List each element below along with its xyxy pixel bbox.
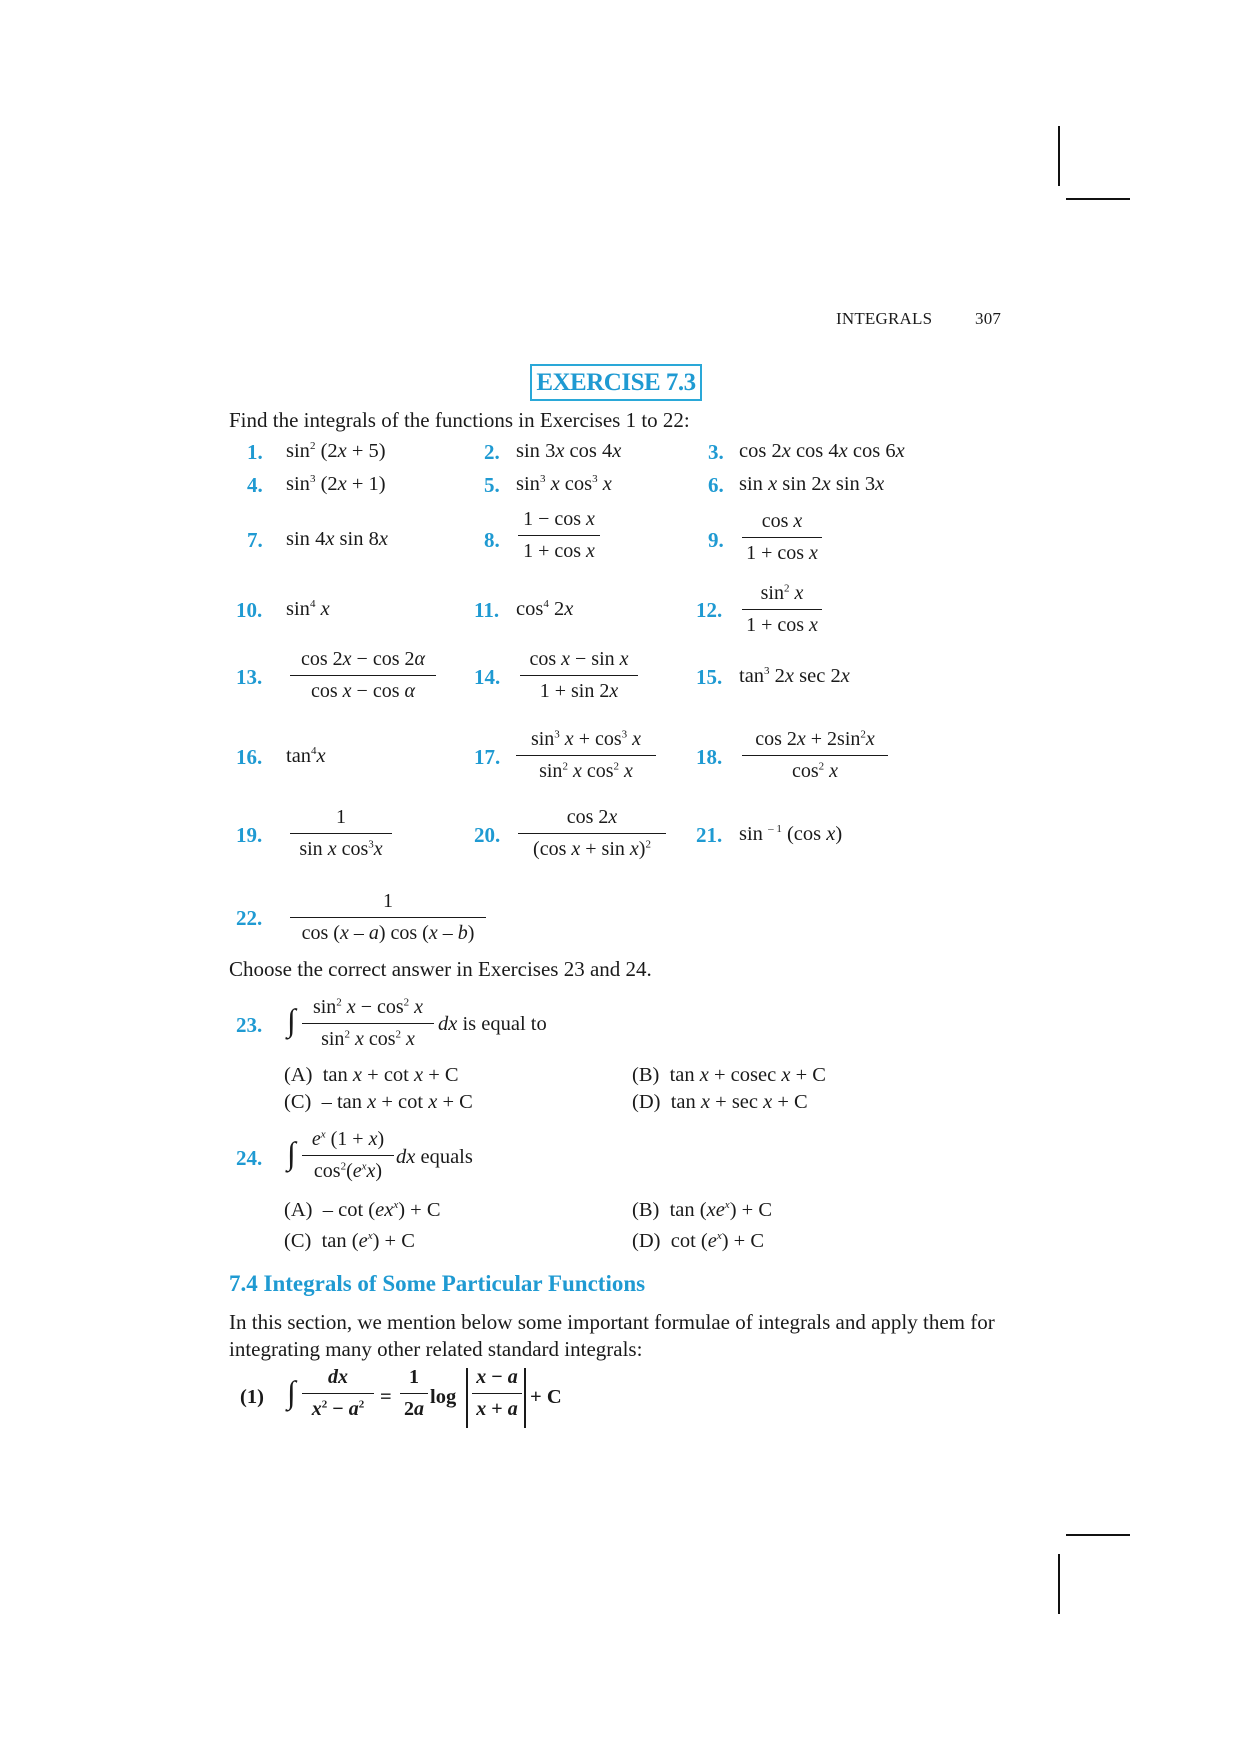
q24-option-c[interactable]: (C) $\tan (e^x) + C$ [284,1230,415,1252]
exercise-5: $\sin^3 x$ $\cos^3 x$ [516,473,612,495]
ex-number-19: 19. [236,823,263,847]
exercise-20: cos 2x (cos x + sin x)$^2$ [518,806,666,861]
q23-option-d[interactable]: (D) tan x + sec x + C [632,1091,808,1113]
q24-option-b[interactable]: (B) $\tan (xe^x) + C$ [632,1199,773,1221]
q23-option-c[interactable]: (C) – tan x + cot x + C [284,1091,473,1113]
formula-abs-bar-right [524,1368,526,1428]
ex-number-16: 16. [236,745,263,769]
exercise-15: $\tan^3 2x$ sec 2x [739,665,850,687]
ex-number-6: 6. [708,473,724,497]
q23-option-a[interactable]: (A) tan x + cot x + C [284,1064,459,1086]
ex-number-9: 9. [708,528,724,552]
ex-number-11: 11. [474,598,500,622]
formula-abs-bar-left [466,1368,468,1428]
ex-number-4: 4. [247,473,263,497]
exercise-12: $\sin^2 x$ 1 + cos x [742,582,822,637]
formula-label: (1) [240,1386,264,1408]
crop-mark-bottom-horizontal [1066,1534,1130,1536]
ex-number-12: 12. [696,598,723,622]
ex-number-3: 3. [708,440,724,464]
formula-equals: = [380,1386,392,1408]
ex-number-20: 20. [474,823,501,847]
exercise-11: $\cos^4 2x$ [516,598,574,620]
exercise-7: sin 4x sin 8x [286,528,388,550]
exercise-10: $\sin^4 x$ [286,598,330,620]
formula-log: log [430,1386,457,1408]
q23-option-b[interactable]: (B) tan x + cosec x + C [632,1064,826,1086]
formula-integral-sign: ∫ [287,1374,296,1410]
q24-option-d[interactable]: (D) $\cot (e^x) + C$ [632,1230,765,1252]
exercise-18: $\cos 2x + 2\sin^2x$ $\cos^2 x$ [742,728,888,783]
exercise-9: cos x 1 + cos x [742,510,822,565]
exercise-1: $\sin^2 (2x + 5)$ [286,440,386,462]
section-paragraph: In this section, we mention below some important formulae of integrals and apply them for integrating many other related standard integrals: [229,1310,995,1361]
ex-number-13: 13. [236,665,263,689]
running-title: INTEGRALS [836,309,933,328]
intro-choose: Choose the correct answer in Exercises 23 and 24. [229,957,652,981]
intro-instruction: Find the integrals of the functions in Exercises 1 to 22: [229,408,690,432]
ex-number-22: 22. [236,906,263,930]
exercise-19: 1 sin x $\cos^3x$ [290,806,392,861]
exercise-22: 1 cos (x – a) cos (x – b) [290,890,486,945]
exercise-17: $\sin^3 x + \cos^3 x$ $\sin^2 x$ $\cos^2 x$ [516,728,656,783]
ex-number-23: 23. [236,1013,263,1037]
ex-number-8: 8. [484,528,500,552]
exercise-3: cos 2x cos 4x cos 6x [739,440,905,462]
q23-tail: dx is equal to [438,1013,547,1035]
formula-abs-fraction: x − a x + a [472,1366,522,1421]
exercise-6: sin x sin 2x sin 3x [739,473,885,495]
q24-option-a[interactable]: $(A) - \cot (ex^x) + C$ [284,1199,441,1221]
ex-number-7: 7. [247,528,263,552]
ex-number-24: 24. [236,1146,263,1170]
ex-number-15: 15. [696,665,723,689]
exercise-13: cos 2x − cos 2α cos x − cos α [290,648,436,703]
formula-lhs-fraction: dx $x^2 - a^2$ [302,1366,374,1421]
exercise-14: cos x − sin x 1 + sin 2x [520,648,638,703]
exercise-4: $\sin^3 (2x + 1)$ [286,473,386,495]
exercise-title: EXERCISE 7.3 [530,364,702,401]
ex-number-1: 1. [247,440,263,464]
ex-number-17: 17. [474,745,501,769]
ex-number-10: 10. [236,598,263,622]
exercise-16: $\tan^4x$ [286,745,326,767]
ex-number-18: 18. [696,745,723,769]
integral-sign-23: ∫ [287,1002,296,1038]
q23-integrand: $\sin^2 x - \cos^2 x$ $\sin^2 x$ $\cos^2 x$ [302,996,434,1051]
crop-mark-top-horizontal [1066,198,1130,200]
formula-coefficient: 1 2a [400,1366,428,1421]
q24-tail: dx equals [396,1146,473,1168]
q24-integrand: $e^x$ (1 + x) $\cos^2(e^xx)$ [302,1128,394,1183]
ex-number-5: 5. [484,473,500,497]
crop-mark-top-vertical [1058,126,1060,186]
ex-number-2: 2. [484,440,500,464]
page-number: 307 [975,309,1002,328]
formula-constant: + C [530,1386,562,1408]
exercise-2: sin 3x cos 4x [516,440,622,462]
crop-mark-bottom-vertical [1058,1554,1060,1614]
ex-number-21: 21. [696,823,723,847]
integral-sign-24: ∫ [287,1135,296,1171]
section-heading: 7.4 Integrals of Some Particular Functions [229,1271,646,1296]
ex-number-14: 14. [474,665,501,689]
exercise-21: sin $^{- 1}$ (cos x) [739,823,843,845]
exercise-8: 1 − cos x 1 + cos x [518,508,600,563]
